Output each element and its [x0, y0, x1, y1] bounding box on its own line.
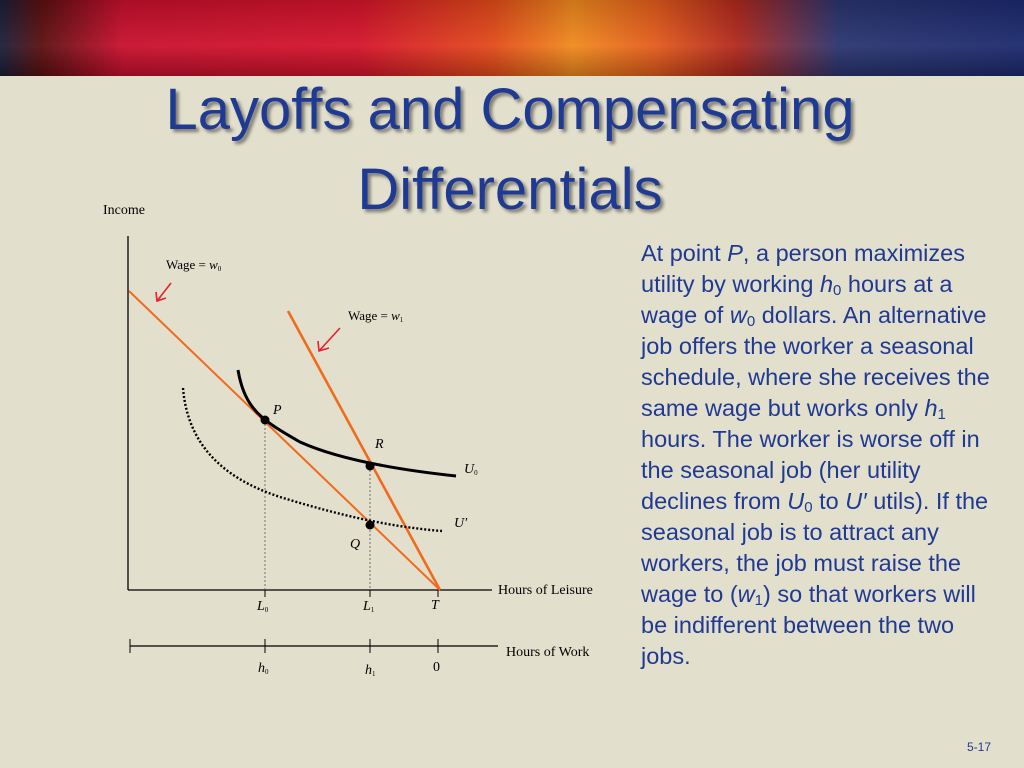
- wage-w1-label: [348, 308, 404, 324]
- budget-line-w1: [288, 311, 440, 590]
- wage-w0-prefix: Wage =: [166, 257, 210, 272]
- explanation-segment: 1: [754, 592, 763, 609]
- x-axis-label: Hours of Leisure: [498, 583, 593, 598]
- explanation-segment: U: [787, 488, 805, 514]
- tick-zero-label: 0: [433, 660, 440, 675]
- point-P-label: P: [273, 403, 282, 418]
- explanation-segment: utils). If the seasonal job is to attract any workers, the job must raise the wage to (: [641, 488, 989, 607]
- explanation-segment: U′: [845, 488, 867, 514]
- explanation-segment: ) so that workers will be indifferent between the two jobs.: [641, 581, 976, 669]
- curve-Uprime-label: U′: [454, 516, 468, 531]
- point-P-dot: [261, 416, 270, 425]
- wage-w0-var: w: [209, 257, 218, 272]
- explanation-segment: At point: [641, 240, 728, 266]
- wage-w1-prefix: Wage =: [348, 308, 392, 323]
- tick-L1-sub: 1: [370, 606, 375, 614]
- explanation-segment: w: [729, 302, 747, 328]
- work-axis-label: Hours of Work: [506, 645, 590, 660]
- page-number: 5-17: [966, 740, 991, 754]
- tick-L0-sub: 0: [264, 606, 269, 614]
- explanation-segment: h: [819, 271, 834, 297]
- curve-U0-label: [464, 462, 478, 477]
- tick-L0-label: [256, 599, 269, 614]
- indifference-curve-Uprime: [183, 388, 442, 531]
- tick-h0-var: h: [258, 661, 265, 676]
- tick-h1-label: [365, 663, 376, 678]
- title-line-1: Layoffs and Compensating: [165, 77, 855, 142]
- y-axis-label: Income: [103, 203, 145, 218]
- explanation-segment: hours at a wage of: [641, 271, 953, 328]
- tick-L0-var: L: [257, 599, 265, 614]
- tick-h0-label: [258, 661, 269, 676]
- tick-L1-var: L: [363, 599, 371, 614]
- wage-w0-label: [166, 257, 222, 273]
- explanation-segment: dollars. An alternative job offers the worker a seasonal schedule, where she receives the same wage but works only: [641, 302, 990, 421]
- tick-h1-sub: 1: [372, 670, 376, 678]
- explanation-segment: 0: [833, 282, 842, 299]
- explanation-segment: 1: [937, 406, 946, 423]
- arrow-w1: [318, 328, 340, 351]
- curve-U0-sub: 0: [474, 469, 478, 477]
- curve-U0-var: U: [464, 462, 475, 477]
- explanation-segment: hours. The worker is worse off in the seasonal job (her utility declines from: [641, 426, 980, 514]
- indifference-curve-U0: [238, 370, 456, 476]
- explanation-segment: w: [737, 581, 755, 607]
- wage-w1-sub: 1: [399, 316, 404, 324]
- explanation-segment: 0: [804, 499, 813, 516]
- explanation-segment: 0: [746, 313, 756, 330]
- point-Q-dot: [366, 521, 375, 530]
- wage-w1-var: w: [391, 308, 400, 323]
- point-R-label: R: [375, 437, 384, 452]
- tick-T-label: T: [431, 598, 439, 613]
- budget-line-w0: [129, 291, 440, 590]
- tick-L1-label: [362, 599, 375, 614]
- explanation-segment: P: [727, 240, 743, 266]
- explanation-segment: , a person maximizes utility by working: [641, 240, 965, 297]
- explanation-segment: h: [924, 395, 938, 421]
- wage-w0-sub: 0: [217, 265, 222, 273]
- arrow-w0: [156, 283, 171, 301]
- point-R-dot: [366, 462, 375, 471]
- tick-h0-sub: 0: [265, 668, 269, 676]
- title-line-2: Differentials: [357, 157, 663, 222]
- point-Q-label: Q: [350, 537, 361, 552]
- tick-h1-var: h: [365, 663, 372, 678]
- explanation-segment: to: [812, 488, 846, 514]
- explanation-text: [641, 238, 1006, 672]
